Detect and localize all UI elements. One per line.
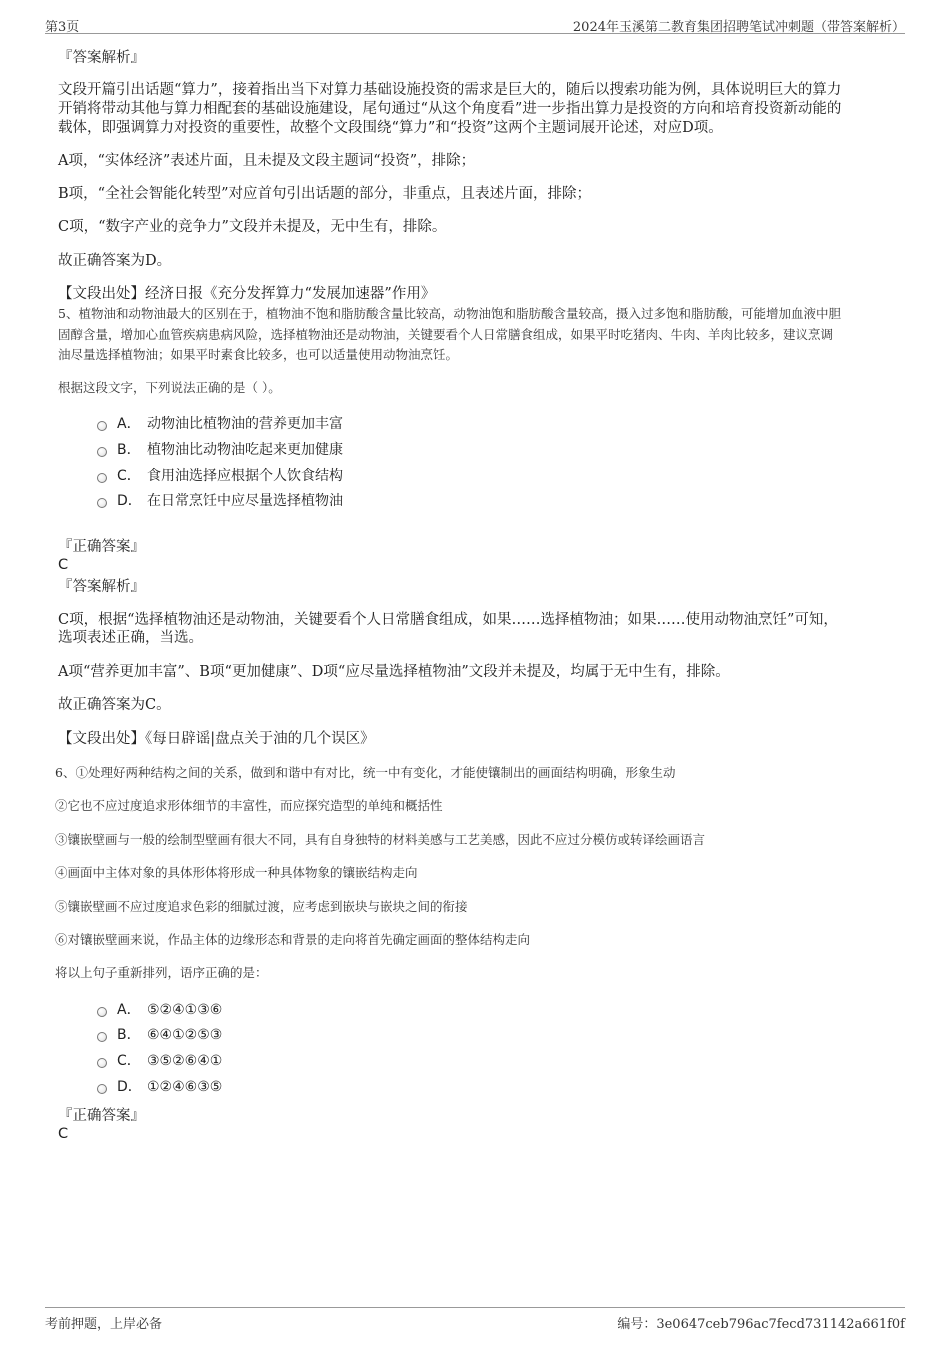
q5-option-d[interactable]	[97, 491, 343, 511]
q5-stem-line-3: 油尽量选择植物油；如果平时素食比较多，也可以适量使用动物油烹饪。	[58, 347, 459, 362]
radio-button-icon[interactable]	[97, 447, 107, 457]
radio-button-icon[interactable]	[97, 1084, 107, 1094]
q5-analysis-heading: 『答案解析』	[58, 579, 145, 595]
option-letter: D．	[117, 493, 142, 509]
q4-conclusion: 故正确答案为D。	[58, 253, 172, 269]
q5-option-c[interactable]	[97, 466, 343, 486]
q5-answer: C	[58, 557, 69, 573]
q5-item-others: A项“营养更加丰富”、B项“更加健康”、D项“应尽量选择植物油”文段并未提及，均属于无中生有，排除。	[58, 664, 730, 680]
q6-sentence-6: ⑥对镶嵌壁画来说，作品主体的边缘形态和背景的走向将首先确定画面的整体结构走向	[55, 932, 531, 947]
page-number: 第3页	[45, 20, 80, 35]
q6-sentence-4: ④画面中主体对象的具体形体将形成一种具体物象的镶嵌结构走向	[55, 865, 418, 880]
option-text: 植物油比动物油吃起来更加健康	[147, 442, 343, 458]
option-text: ⑤②④①③⑥	[147, 1002, 223, 1018]
option-letter: A．	[117, 1002, 141, 1018]
document-title: 2024年玉溪第二教育集团招聘笔试冲刺题（带答案解析）	[572, 20, 905, 35]
q4-item-b: B项，“全社会智能化转型”对应首句引出话题的部分，非重点，且表述片面，排除；	[58, 186, 591, 202]
footer-slogan: 考前押题，上岸必备	[45, 1317, 163, 1332]
option-text: 在日常烹饪中应尽量选择植物油	[147, 493, 343, 509]
q5-stem-line-2: 固醇含量，增加心血管疾病患病风险，选择植物油还是动物油，关键要看个人日常膳食组成，如果平时吃猪肉、牛肉、羊肉比较多，建议烹调	[58, 327, 834, 342]
q6-question: 将以上句子重新排列，语序正确的是：	[55, 965, 268, 980]
option-letter: B．	[117, 1027, 141, 1043]
q5-analysis-line-1: C项，根据“选择植物油还是动物油，关键要看个人日常膳食组成，如果……选择植物油；如果……使用动物油烹饪”可知，	[58, 612, 838, 628]
radio-button-icon[interactable]	[97, 1058, 107, 1068]
q4-source: 【文段出处】经济日报《充分发挥算力“发展加速器”作用》	[58, 286, 436, 302]
q6-option-a[interactable]	[97, 1000, 222, 1020]
q4-analysis-line-3: 载体，即强调算力对投资的重要性，故整个文段围绕“算力”和“投资”这两个主题词展开论述，对应D项。	[58, 120, 723, 136]
option-letter: B．	[117, 442, 141, 458]
q5-analysis-line-2: 选项表述正确，当选。	[58, 630, 203, 646]
option-letter: A．	[117, 416, 141, 432]
q4-analysis-heading: 『答案解析』	[58, 50, 145, 66]
radio-button-icon[interactable]	[97, 498, 107, 508]
q4-item-c: C项，“数字产业的竞争力”文段并未提及，无中生有，排除。	[58, 219, 447, 235]
option-text: ③⑤②⑥④①	[147, 1053, 223, 1069]
q6-sentence-5: ⑤镶嵌壁画不应过度追求色彩的细腻过渡，应考虑到嵌块与嵌块之间的衔接	[55, 899, 468, 914]
q5-option-b[interactable]	[97, 440, 343, 460]
q5-stem-line-1: 5、植物油和动物油最大的区别在于，植物油不饱和脂肪酸含量比较高，动物油饱和脂肪酸含量较高，摄入过多饱和脂肪酸，可能增加血液中胆	[58, 306, 841, 321]
q5-source: 【文段出处】《每日辟谣|盘点关于油的几个误区》	[58, 731, 375, 747]
q6-answer: C	[58, 1126, 69, 1142]
q6-answer-heading: 『正确答案』	[58, 1108, 145, 1124]
option-letter: C．	[117, 1053, 141, 1069]
option-letter: C．	[117, 468, 141, 484]
q6-sentence-3: ③镶嵌壁画与一般的绘制型壁画有很大不同，具有自身独特的材料美感与工艺美感，因此不应过分模仿或转译绘画语言	[55, 832, 706, 847]
option-text: ①②④⑥③⑤	[147, 1079, 223, 1095]
option-letter: D．	[117, 1079, 142, 1095]
q6-option-c[interactable]	[97, 1051, 222, 1071]
radio-button-icon[interactable]	[97, 1007, 107, 1017]
radio-button-icon[interactable]	[97, 473, 107, 483]
document-code: 编号：3e0647ceb796ac7fecd731142a661f0f	[617, 1317, 905, 1332]
option-text: 动物油比植物油的营养更加丰富	[147, 416, 343, 432]
q5-conclusion: 故正确答案为C。	[58, 697, 171, 713]
q6-sentence-2: ②它也不应过度追求形体细节的丰富性，而应探究造型的单纯和概括性	[55, 798, 443, 813]
footer-divider	[45, 1307, 905, 1308]
q5-option-a[interactable]	[97, 414, 343, 434]
q4-analysis-line-2: 开销将带动其他与算力相配套的基础设施建设，尾句通过“从这个角度看”进一步指出算力是投资的方向和培育投资新动能的	[58, 101, 842, 117]
option-text: 食用油选择应根据个人饮食结构	[147, 468, 343, 484]
option-text: ⑥④①②⑤③	[147, 1027, 223, 1043]
q4-analysis-line-1: 文段开篇引出话题“算力”，接着指出当下对算力基础设施投资的需求是巨大的，随后以搜索功能为例，具体说明巨大的算力	[58, 82, 842, 98]
radio-button-icon[interactable]	[97, 1032, 107, 1042]
q6-sentence-1: 6、①处理好两种结构之间的关系，做到和谐中有对比，统一中有变化，才能使镶制出的画面结构明确，形象生动	[55, 765, 676, 780]
radio-button-icon[interactable]	[97, 421, 107, 431]
q5-question: 根据这段文字，下列说法正确的是（ ）。	[58, 380, 281, 395]
q5-answer-heading: 『正确答案』	[58, 539, 145, 555]
q6-option-b[interactable]	[97, 1025, 222, 1045]
q4-item-a: A项，“实体经济”表述片面，且未提及文段主题词“投资”，排除；	[58, 153, 476, 169]
q6-option-d[interactable]	[97, 1077, 222, 1097]
header-divider	[45, 33, 905, 34]
